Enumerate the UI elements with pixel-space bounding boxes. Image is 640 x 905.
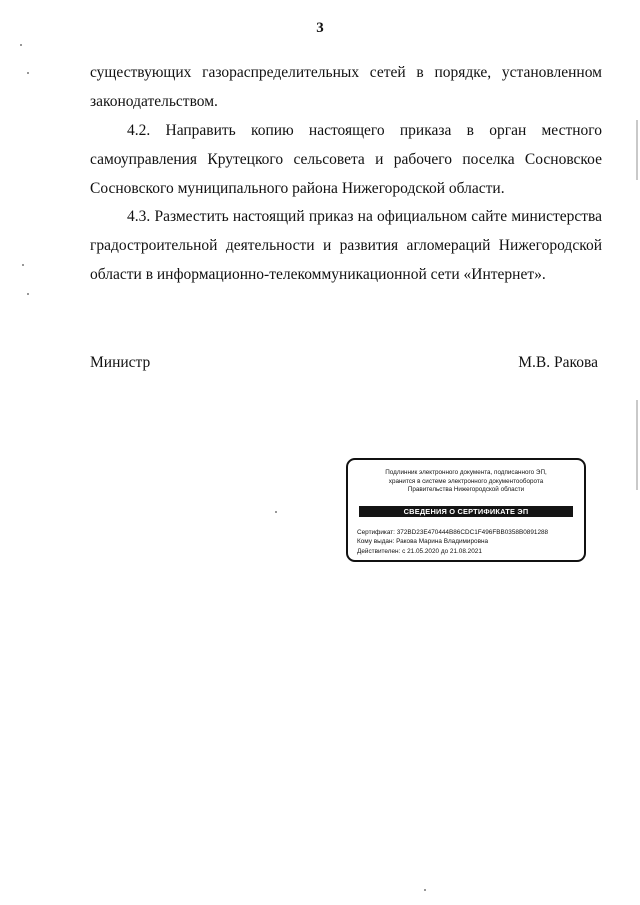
paragraph-4-3 — [90, 202, 602, 289]
scan-speck — [424, 889, 426, 891]
scan-speck — [22, 264, 24, 266]
scan-edge-mark — [636, 400, 638, 490]
stamp-header-line: Подлинник электронного документа, подписанного ЭП, — [385, 469, 547, 476]
signature-block — [90, 352, 598, 374]
paragraph-line: 4.2. Направить копию настоящего приказа в орган местного — [127, 122, 602, 139]
scan-speck — [27, 72, 29, 74]
paragraph-line: самоуправления Крутецкого сельсовета и рабочего поселка Сосновское — [90, 151, 602, 168]
stamp-detail-value: с 21.05.2020 до 21.08.2021 — [402, 547, 482, 555]
stamp-detail-label: Действителен: — [357, 547, 401, 555]
paragraph-line: 4.3. Разместить настоящий приказ на официальном сайте министерства — [127, 208, 602, 225]
scan-speck — [20, 44, 22, 46]
paragraph-line: законодательством. — [90, 93, 218, 110]
scan-speck — [27, 293, 29, 295]
stamp-header-line: хранится в системе электронного документооборота — [388, 477, 544, 485]
stamp-header-line: Правительства Нижегородской области — [407, 486, 525, 494]
scan-edge-mark — [636, 120, 638, 180]
stamp-detail-value: Ракова Марина Владимировна — [396, 538, 489, 546]
scan-speck — [275, 511, 277, 513]
stamp-detail-label: Сертификат: — [357, 529, 395, 536]
stamp-header — [352, 469, 580, 495]
stamp-details — [357, 528, 583, 556]
paragraph-continuation — [90, 58, 602, 116]
page-number: 3 — [316, 20, 324, 36]
paragraph-4-2 — [90, 116, 602, 203]
stamp-detail-certificate — [357, 528, 583, 537]
stamp-title: СВЕДЕНИЯ О СЕРТИФИКАТЕ ЭП — [359, 506, 573, 517]
paragraph-line: существующих газораспределительных сетей в порядке, установленном — [90, 64, 602, 81]
stamp-detail-value: 372BD23E470444B86CDC1F496FBB0358B0891288 — [396, 529, 549, 536]
stamp-detail-issued-to — [357, 537, 583, 546]
paragraph-line: Сосновского муниципального района Нижегородской области. — [90, 180, 505, 197]
stamp-detail-valid — [357, 547, 583, 556]
signer-name: М.В. Ракова — [518, 354, 598, 371]
e-signature-stamp — [346, 458, 586, 562]
signer-title: Министр — [90, 354, 151, 371]
paragraph-line: градостроительной деятельности и развития агломераций Нижегородской — [90, 237, 602, 254]
stamp-detail-label: Кому выдан: — [357, 538, 395, 546]
paragraph-line: области в информационно-телекоммуникационной сети «Интернет». — [90, 266, 546, 283]
